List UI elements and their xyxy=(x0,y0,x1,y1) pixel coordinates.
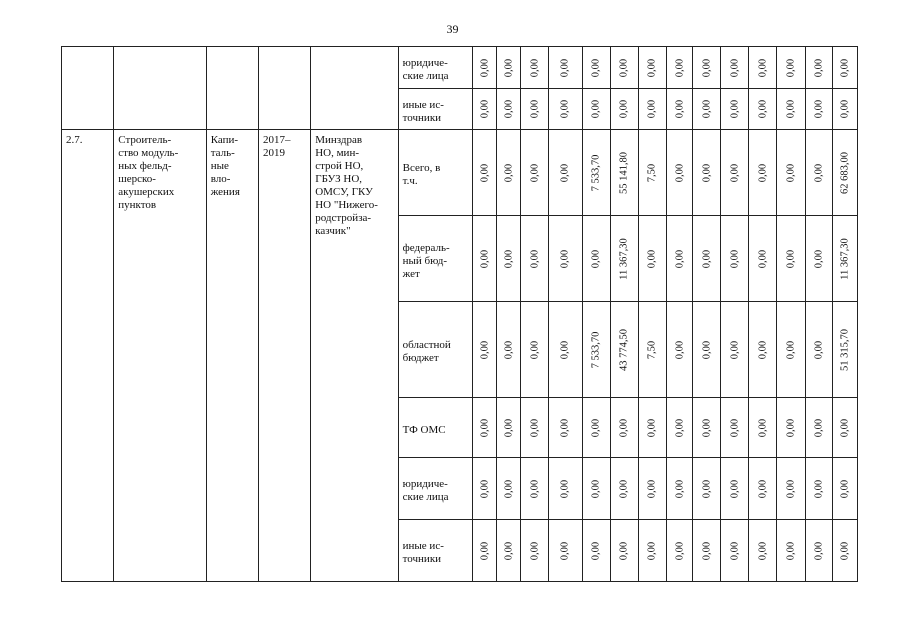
value-cell: 0,00 xyxy=(590,479,602,498)
value-cell: 0,00 xyxy=(479,418,491,437)
value-cell: 0,00 xyxy=(559,541,571,560)
prev-number-cell xyxy=(62,47,114,130)
value-cell: 0,00 xyxy=(785,340,797,359)
value-cell: 0,00 xyxy=(813,99,825,119)
value-cell: 0,00 xyxy=(674,541,685,560)
value-cell: 0,00 xyxy=(729,541,741,560)
value-cell: 0,00 xyxy=(503,479,515,498)
value-cell: 0,00 xyxy=(479,249,491,268)
value-cell: 0,00 xyxy=(757,418,769,437)
value-cell: 0,00 xyxy=(785,58,797,77)
value-cell: 0,00 xyxy=(701,249,713,268)
value-cell: 0,00 xyxy=(503,340,515,359)
value-cell: 0,00 xyxy=(785,249,797,268)
item-number: 2.7. xyxy=(62,130,114,582)
prev-type-cell xyxy=(206,47,258,130)
value-cell: 0,00 xyxy=(618,418,630,437)
value-cell: 0,00 xyxy=(701,541,713,560)
value-cell: 0,00 xyxy=(618,479,630,498)
value-cell: 7,50 xyxy=(646,340,658,359)
value-cell: 0,00 xyxy=(839,58,851,77)
value-cell: 0,00 xyxy=(529,99,541,119)
value-cell: 0,00 xyxy=(674,479,685,498)
value-cell: 0,00 xyxy=(729,418,741,437)
value-cell: 0,00 xyxy=(701,58,713,77)
source-label: юридиче- ские лица xyxy=(398,458,472,520)
value-cell: 0,00 xyxy=(559,418,571,437)
value-cell: 0,00 xyxy=(590,418,602,437)
value-cell: 0,00 xyxy=(646,99,658,119)
value-cell: 0,00 xyxy=(590,99,602,119)
source-label: областной бюджет xyxy=(398,302,472,398)
value-cell: 0,00 xyxy=(559,99,571,119)
value-cell: 0,00 xyxy=(479,340,491,359)
value-cell: 0,00 xyxy=(529,163,541,182)
value-cell: 0,00 xyxy=(559,249,571,268)
value-cell: 0,00 xyxy=(674,99,685,119)
value-cell: 0,00 xyxy=(479,58,491,77)
value-cell: 0,00 xyxy=(559,163,571,182)
value-cell: 0,00 xyxy=(590,541,602,560)
value-cell: 43 774,50 xyxy=(618,328,630,371)
source-label: федераль- ный бюд- жет xyxy=(398,216,472,302)
item-executors: Минздрав НО, мин- строй НО, ГБУЗ НО, ОМСУ, ГКУ НО "Нижего- родстройза- казчик" xyxy=(311,130,398,582)
value-cell: 55 141,80 xyxy=(618,151,630,194)
value-cell: 0,00 xyxy=(729,479,741,498)
value-cell: 0,00 xyxy=(646,249,658,268)
prev-executors-cell xyxy=(311,47,398,130)
value-cell: 0,00 xyxy=(590,249,602,268)
value-cell: 0,00 xyxy=(529,418,541,437)
value-cell: 0,00 xyxy=(839,541,851,560)
value-cell: 0,00 xyxy=(785,541,797,560)
source-label: Всего, в т.ч. xyxy=(398,130,472,216)
value-cell: 0,00 xyxy=(729,99,741,119)
value-cell: 0,00 xyxy=(529,479,541,498)
value-cell: 0,00 xyxy=(503,418,515,437)
value-cell: 0,00 xyxy=(479,163,491,182)
value-cell: 0,00 xyxy=(813,58,825,77)
value-cell: 0,00 xyxy=(674,418,685,437)
value-cell: 0,00 xyxy=(757,340,769,359)
value-cell: 0,00 xyxy=(785,418,797,437)
value-cell: 0,00 xyxy=(674,340,685,359)
value-cell: 7,50 xyxy=(646,163,658,182)
value-cell: 0,00 xyxy=(729,58,741,77)
value-cell: 7 533,70 xyxy=(590,154,602,191)
value-cell: 0,00 xyxy=(646,479,658,498)
value-cell: 0,00 xyxy=(618,58,630,77)
value-cell: 7 533,70 xyxy=(590,331,602,368)
value-cell: 0,00 xyxy=(559,58,571,77)
value-cell: 0,00 xyxy=(646,541,658,560)
value-cell: 0,00 xyxy=(674,58,685,77)
value-cell: 0,00 xyxy=(559,479,571,498)
value-cell: 0,00 xyxy=(479,479,491,498)
value-cell: 0,00 xyxy=(757,479,769,498)
value-cell: 0,00 xyxy=(813,418,825,437)
value-cell: 0,00 xyxy=(529,249,541,268)
item-type: Капи- таль- ные вло- жения xyxy=(206,130,258,582)
value-cell: 0,00 xyxy=(674,163,685,182)
value-cell: 0,00 xyxy=(813,479,825,498)
source-label: юридиче- ские лица xyxy=(398,47,472,89)
value-cell: 0,00 xyxy=(839,99,851,119)
value-cell: 0,00 xyxy=(618,99,630,119)
source-label: иные ис- точники xyxy=(398,520,472,582)
value-cell: 0,00 xyxy=(757,58,769,77)
value-cell: 0,00 xyxy=(646,58,658,77)
value-cell: 11 367,30 xyxy=(618,237,630,280)
value-cell: 0,00 xyxy=(757,541,769,560)
value-cell: 0,00 xyxy=(529,541,541,560)
value-cell: 0,00 xyxy=(503,249,515,268)
value-cell: 0,00 xyxy=(503,541,515,560)
value-cell: 0,00 xyxy=(729,340,741,359)
value-cell: 0,00 xyxy=(529,340,541,359)
value-cell: 51 315,70 xyxy=(839,328,851,371)
value-cell: 0,00 xyxy=(701,479,713,498)
value-cell: 0,00 xyxy=(813,163,825,182)
value-cell: 0,00 xyxy=(559,340,571,359)
value-cell: 0,00 xyxy=(479,541,491,560)
value-cell: 0,00 xyxy=(618,541,630,560)
value-cell: 0,00 xyxy=(503,99,515,119)
value-cell: 0,00 xyxy=(839,418,851,437)
value-cell: 0,00 xyxy=(839,479,851,498)
value-cell: 0,00 xyxy=(674,249,685,268)
value-cell: 0,00 xyxy=(503,163,515,182)
page-number: 39 xyxy=(446,22,459,36)
value-cell: 0,00 xyxy=(646,418,658,437)
prev-period-cell xyxy=(258,47,310,130)
value-cell: 0,00 xyxy=(479,99,491,119)
value-cell: 0,00 xyxy=(757,163,769,182)
value-cell: 0,00 xyxy=(701,99,713,119)
value-cell: 0,00 xyxy=(529,58,541,77)
source-label: иные ис- точники xyxy=(398,89,472,130)
value-cell: 0,00 xyxy=(729,163,741,182)
value-cell: 11 367,30 xyxy=(839,237,851,280)
value-cell: 0,00 xyxy=(701,163,713,182)
table-row xyxy=(62,47,858,89)
value-cell: 0,00 xyxy=(785,163,797,182)
value-cell: 62 683,00 xyxy=(839,151,851,194)
value-cell: 0,00 xyxy=(757,99,769,119)
value-cell: 0,00 xyxy=(701,418,713,437)
prev-name-cell xyxy=(114,47,206,130)
value-cell: 0,00 xyxy=(813,249,825,268)
value-cell: 0,00 xyxy=(729,249,741,268)
item-period: 2017– 2019 xyxy=(258,130,310,582)
source-label: ТФ ОМС xyxy=(398,398,472,458)
value-cell: 0,00 xyxy=(503,58,515,77)
value-cell: 0,00 xyxy=(590,58,602,77)
item-name: Строитель- ство модуль- ных фельд- шерско- акушерских пунктов xyxy=(114,130,206,582)
value-cell: 0,00 xyxy=(785,479,797,498)
table-row xyxy=(62,130,858,216)
value-cell: 0,00 xyxy=(813,340,825,359)
value-cell: 0,00 xyxy=(785,99,797,119)
financing-table xyxy=(61,46,858,582)
value-cell: 0,00 xyxy=(757,249,769,268)
value-cell: 0,00 xyxy=(813,541,825,560)
value-cell: 0,00 xyxy=(701,340,713,359)
